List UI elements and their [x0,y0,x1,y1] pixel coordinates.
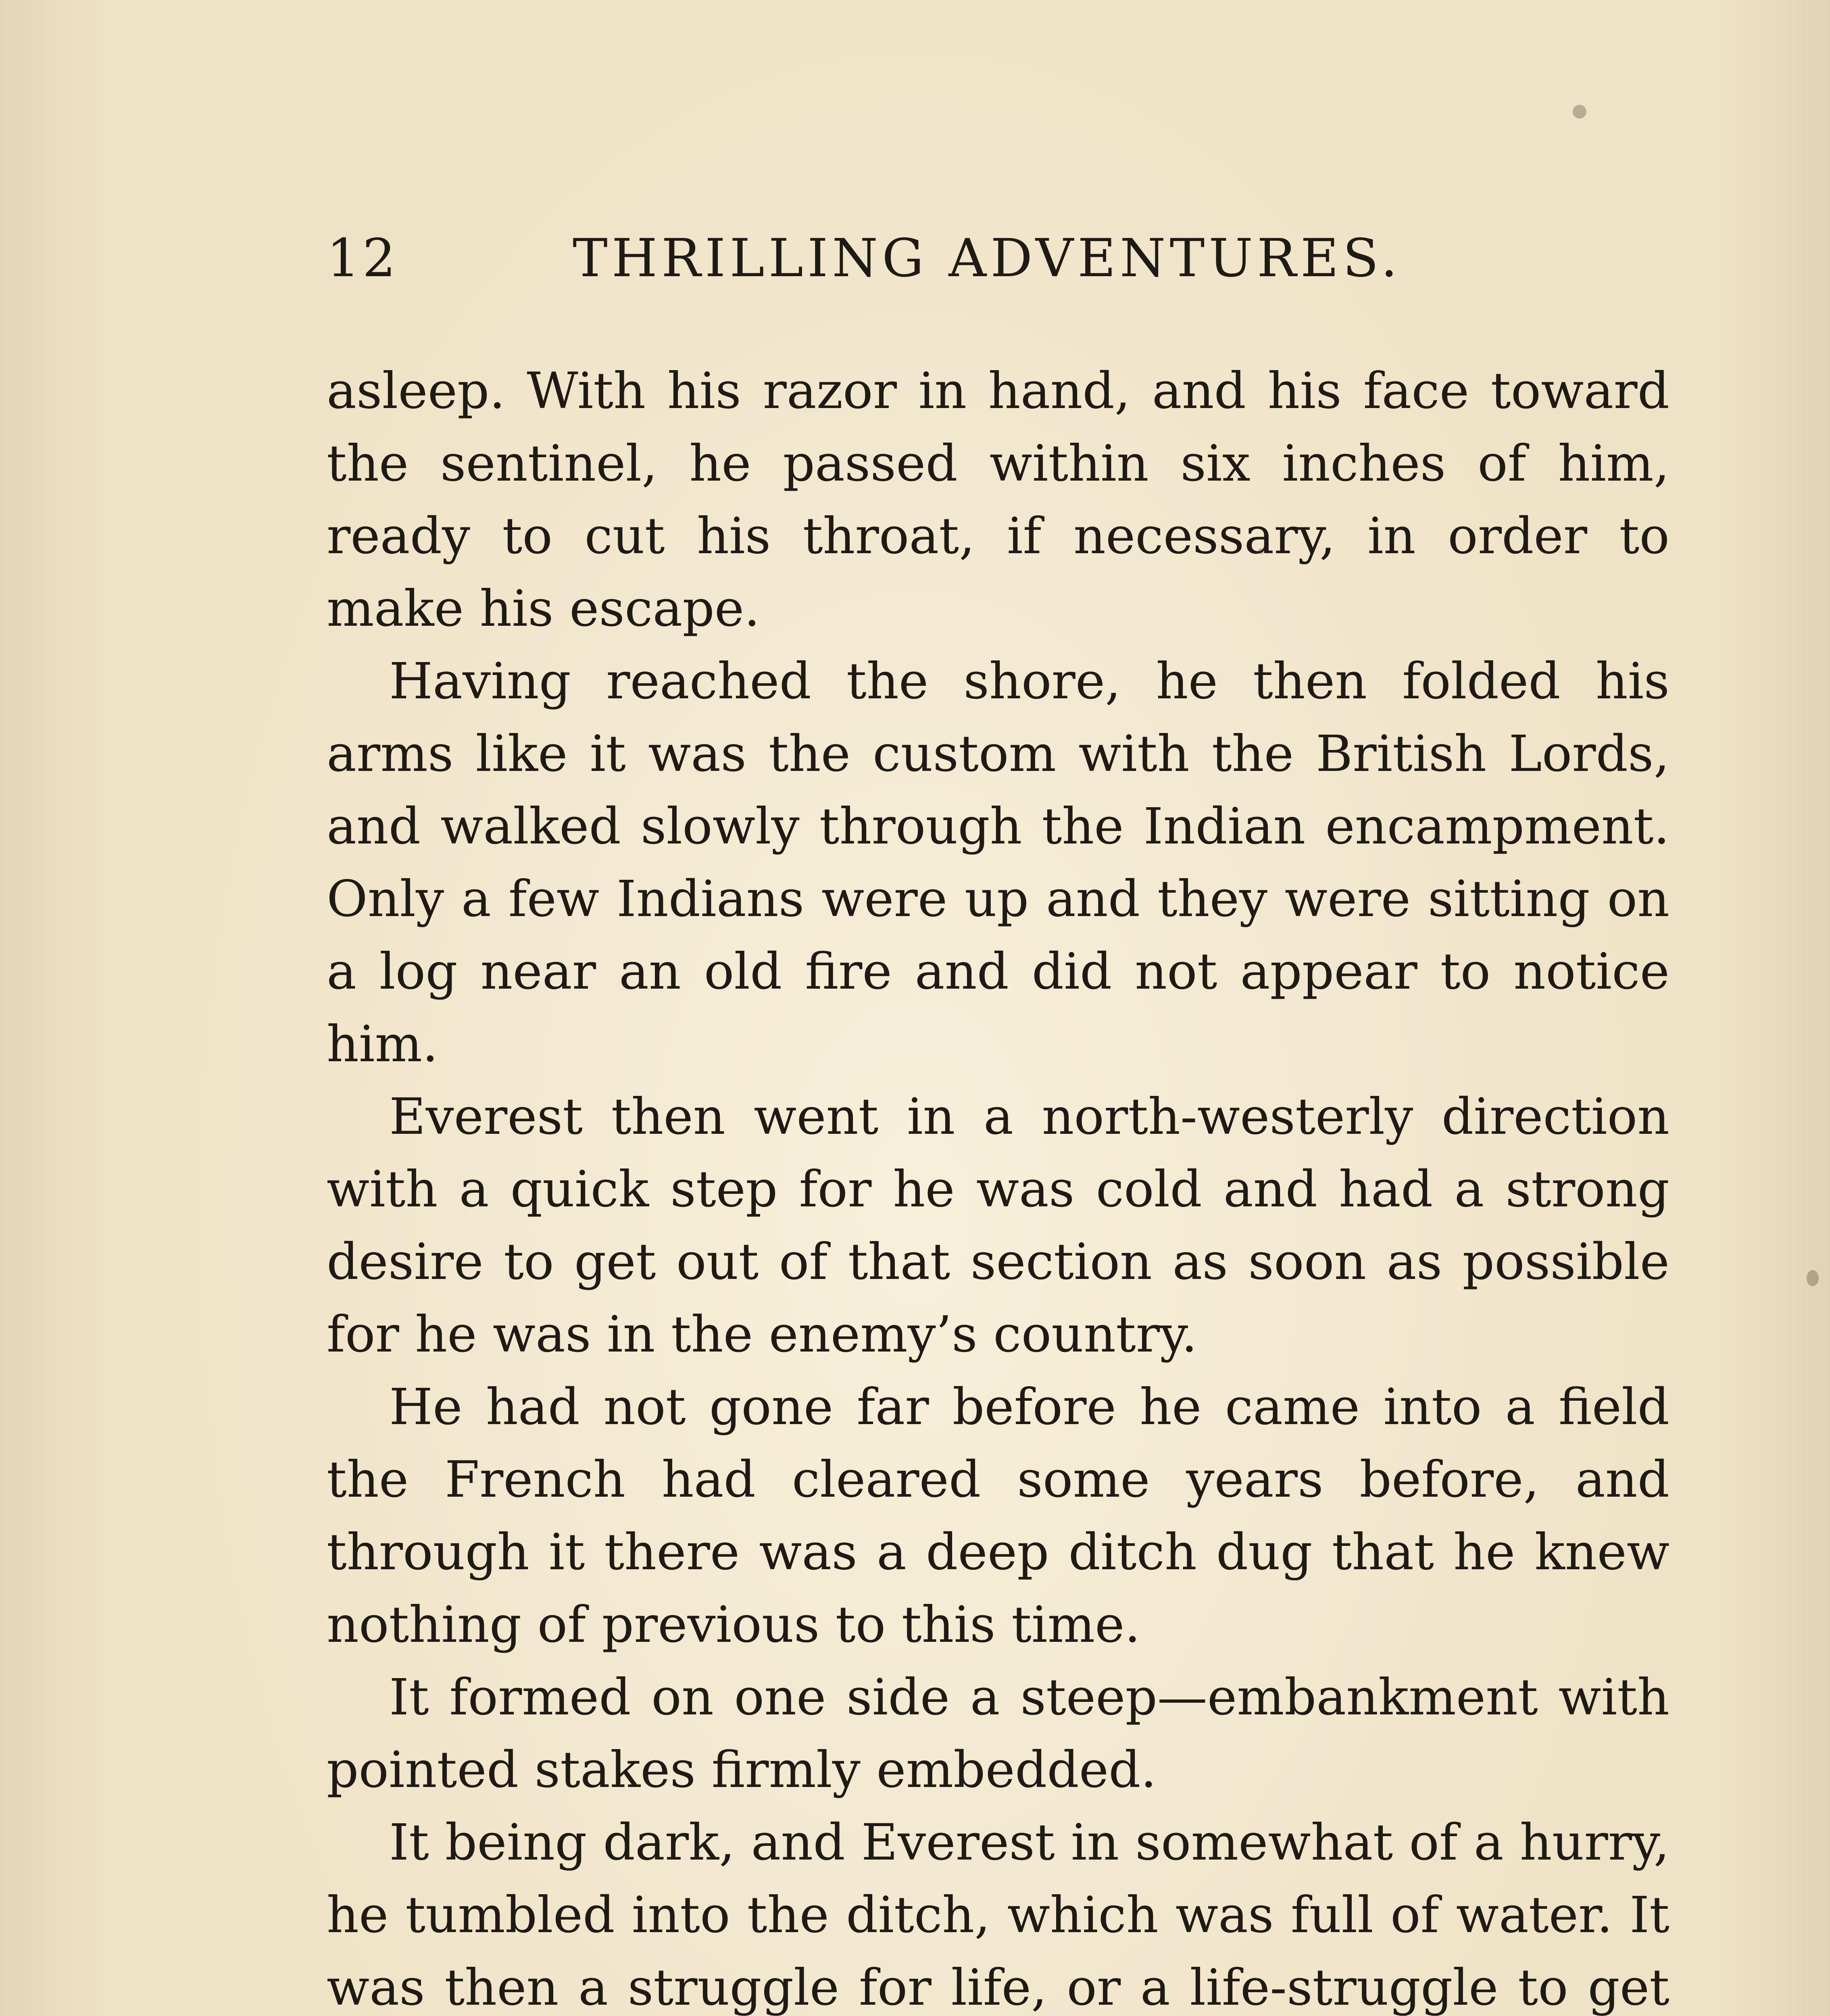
paper-speck [1573,105,1586,119]
running-title: THRILLING ADVENTURES. [573,227,1402,289]
paragraph-5: It formed on one side a steep—embankment with pointed stakes firmly embedded. [327,1668,1670,1799]
paragraph-1: asleep. With his razor in hand, and his face toward the sentinel, he passed within six inches of him, ready to cut his throat, if necessary, in order to make his escape. [327,362,1670,638]
paragraph-3: Everest then went in a north-westerly direction with a quick step for he was cold and had a strong desire to get out of that section as soon as possible for he was in the enemy’s country. [327,1088,1670,1364]
paragraph-2: Having reached the shore, he then folded his arms like it was the custom with the British Lords, and walked slowly through the Indian encampment. Only a few Indians were up and they were sitting on a log near an old fire and did not appear to notice him. [327,652,1670,1073]
page-number: 12 [327,227,398,289]
body-text [327,355,1670,2016]
paper-speck [1807,1270,1819,1286]
paragraph-4: He had not gone far before he came into a field the French had cleared some years before, and through it there was a deep ditch dug that he knew nothing of previous to this time. [327,1378,1670,1654]
running-head [327,218,1670,298]
paragraph-6: It being dark, and Everest in somewhat of a hurry, he tumbled into the ditch, which was full of water. It was then a struggle for life, or a life-struggle to get [327,1814,1670,2016]
